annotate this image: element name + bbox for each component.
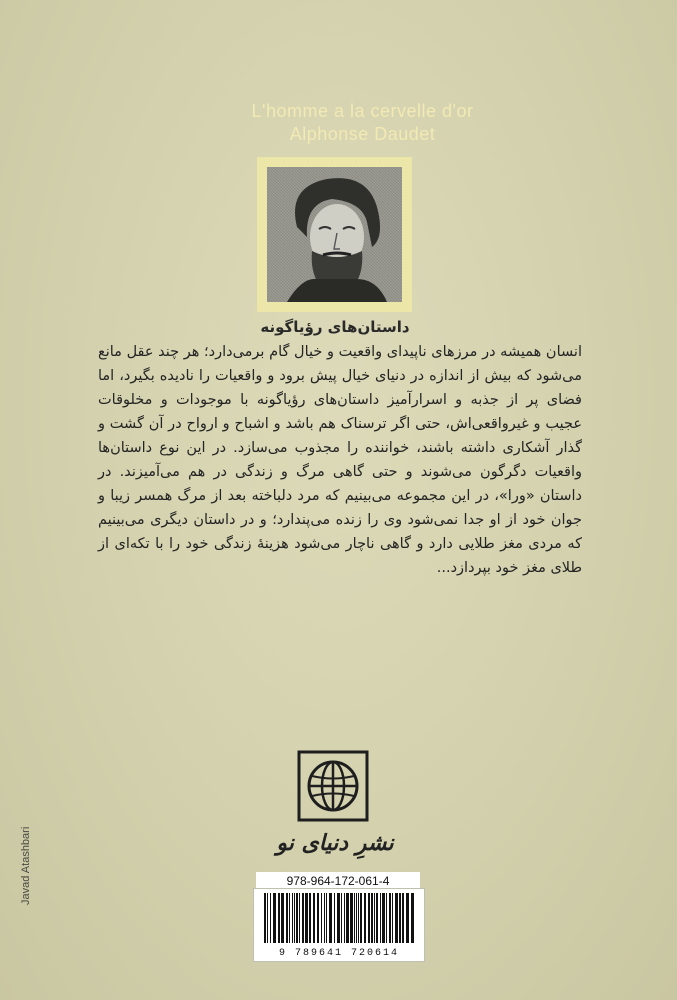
french-title: L'homme a la cervelle d'or bbox=[251, 101, 474, 121]
isbn-label: 978-964-172-061-4 bbox=[256, 872, 420, 890]
synopsis-paragraph: انسان همیشه در مرزهای ناپیدای واقعیت و خیال گام برمی‌دارد؛ هر چند عقل مانع می‌شود که بیش از اندازه در دنیای خیال پیش برود و واقعیات را نادیده بگیرد، اما فضای پر از جذبه و اسرارآمیز داستان‌های رؤیاگونه با موجودات و مخلوقات عجیب و غیرواقعی‌اش، حتی اگر ترسناک هم باشد و اشباح و ارواح در آن گشت و گذار آشکاری داشته باشند، خواننده را مجذوب می‌سازد. در این نوع داستان‌ها واقعیات دگرگون می‌شوند و حتی گاهی مرگ و زندگی در هم می‌آمیزند. در داستان «ورا»، در این مجموعه می‌بینیم که مرد دلباخته بعد از مرگ همسر زیبا و جوان خود از او جدا نمی‌شود وی را زنده می‌پندارد؛ و در داستان دیگری می‌بینیم که مردی مغز طلایی دارد و گاهی ناچار می‌شود هزینهٔ زندگی خود را با تکه‌ای از طلای مغز خود بپردازد... bbox=[98, 344, 582, 576]
designer-credit: Javad Atashbari bbox=[20, 826, 32, 905]
barcode-digits: 9 789641 720614 bbox=[278, 948, 399, 959]
portrait-frame bbox=[257, 157, 412, 312]
publisher-logo-text: نشرِ دنیای نو bbox=[276, 830, 394, 856]
author-portrait bbox=[267, 167, 402, 302]
barcode bbox=[253, 888, 425, 962]
french-author: Alphonse Daudet bbox=[289, 124, 436, 144]
globe-icon bbox=[297, 750, 369, 822]
book-heading: داستان‌های رؤیاگونه bbox=[260, 318, 410, 336]
